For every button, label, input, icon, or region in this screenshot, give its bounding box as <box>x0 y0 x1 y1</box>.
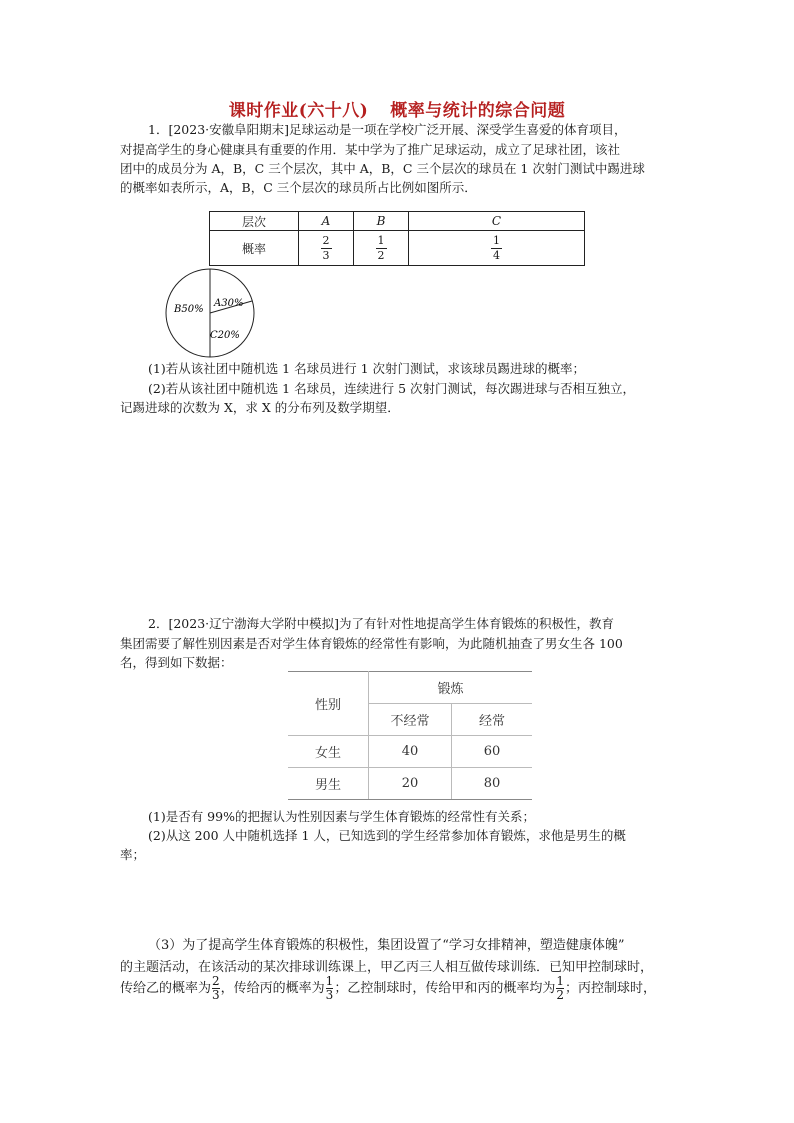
frac-one-third <box>326 975 334 1002</box>
prob-c-num: 1 <box>493 233 500 247</box>
q2-sub3c-text-3: ；乙控制球时，传给甲和丙的概率均为 <box>334 981 556 996</box>
frac-2-den: 3 <box>325 988 334 1002</box>
header-infrequent: 不经常 <box>369 704 452 736</box>
q1-line-1: 1．[2023·安徽阜阳期末]足球运动是一项在学校广泛开展、深受学生喜爱的体育项目， <box>148 122 627 137</box>
prob-c-den: 4 <box>493 248 500 262</box>
frac-1-num: 2 <box>212 974 220 988</box>
q1-line-3: 团中的成员分为 A，B，C 三个层次，其中 A，B，C 三个层次的球员在 1 次射门测试中踢进球 <box>120 161 645 176</box>
prob-b-den: 2 <box>377 248 385 262</box>
exercise-table <box>288 671 532 800</box>
frac-one-half <box>556 975 564 1002</box>
q2-line-2: 集团需要了解性别因素是否对学生体育锻炼的经常性有影响，为此随机抽查了男女生各 100 <box>120 636 623 651</box>
title-part1: 课时作业(六十八) <box>228 101 369 121</box>
q2-sub3b: 的主题活动，在该活动的某次排球训练课上，甲乙丙三人相互做传球训练．已知甲控制球时， <box>120 960 654 975</box>
q2-line-1: 2．[2023·辽宁渤海大学附中模拟]为了有针对性地提高学生体育锻炼的积极性，教育 <box>148 616 614 631</box>
q2-sub3c <box>120 974 656 1004</box>
header-a: A <box>299 212 354 231</box>
q1-line-2: 对提高学生的身心健康具有重要的作用．某中学为了推广足球运动，成立了足球社团，该社 <box>120 142 621 157</box>
row-male-label: 男生 <box>288 768 369 800</box>
page-title <box>0 96 794 121</box>
prob-c <box>409 231 585 266</box>
q2-sub2a: (2)从这 200 人中随机选择 1 人，已知选到的学生经常参加体育锻炼，求他是男生的概 <box>148 828 626 843</box>
row-female-label: 女生 <box>288 736 369 768</box>
frac-3-num: 1 <box>556 974 564 988</box>
q2-sub2b: 率； <box>120 847 146 862</box>
title-part2: 概率与统计的综合问题 <box>390 101 566 121</box>
frac-3-den: 2 <box>556 988 564 1002</box>
prob-b <box>354 231 409 266</box>
prob-a-num: 2 <box>322 233 330 247</box>
row-male-infrequent: 20 <box>369 768 452 800</box>
frac-two-thirds <box>212 975 220 1002</box>
q2-sub3c-text-2: ，传给丙的概率为 <box>220 981 325 996</box>
q1-sub2b: 记踢进球的次数为 X，求 X 的分布列及数学期望． <box>120 400 400 415</box>
frac-1-den: 3 <box>212 988 220 1002</box>
prob-b-num: 1 <box>377 233 385 247</box>
level-pie-chart <box>160 266 260 360</box>
header-frequent: 经常 <box>452 704 533 736</box>
q1-sub2a: (2)若从该社团中随机选 1 名球员，连续进行 5 次射门测试，每次踢进球与否相互独立， <box>148 381 636 396</box>
q1-line-4: 的概率如表所示，A，B，C 三个层次的球员所占比例如图所示． <box>120 180 477 195</box>
row-female-infrequent: 40 <box>369 736 452 768</box>
pie-label-a: A30% <box>214 298 244 309</box>
probability-table <box>209 211 585 266</box>
pie-label-b: B50% <box>174 304 204 315</box>
q2-sub3c-text-4: ；丙控制球时， <box>564 981 656 996</box>
q1-sub1: (1)若从该社团中随机选 1 名球员进行 1 次射门测试，求该球员踢进球的概率； <box>148 361 586 376</box>
prob-a <box>299 231 354 266</box>
q2-sub3a: （3）为了提高学生体育锻炼的积极性，集团设置了“学习女排精神，塑造健康体魄” <box>148 938 625 953</box>
pie-label-c: C20% <box>210 330 240 341</box>
q2-sub1: (1)是否有 99%的把握认为性别因素与学生体育锻炼的经常性有关系； <box>148 809 535 824</box>
row-female-frequent: 60 <box>452 736 533 768</box>
row-label-probability: 概率 <box>210 231 299 266</box>
header-gender: 性别 <box>288 672 369 736</box>
row-male-frequent: 80 <box>452 768 533 800</box>
q2-sub3c-text-1: 传给乙的概率为 <box>120 981 212 996</box>
header-c: C <box>409 212 585 231</box>
q2-line-3: 名，得到如下数据： <box>120 655 233 670</box>
frac-2-num: 1 <box>325 974 334 988</box>
header-b: B <box>354 212 409 231</box>
prob-a-den: 3 <box>322 248 330 262</box>
header-exercise: 锻炼 <box>369 672 533 704</box>
header-level: 层次 <box>210 212 299 231</box>
